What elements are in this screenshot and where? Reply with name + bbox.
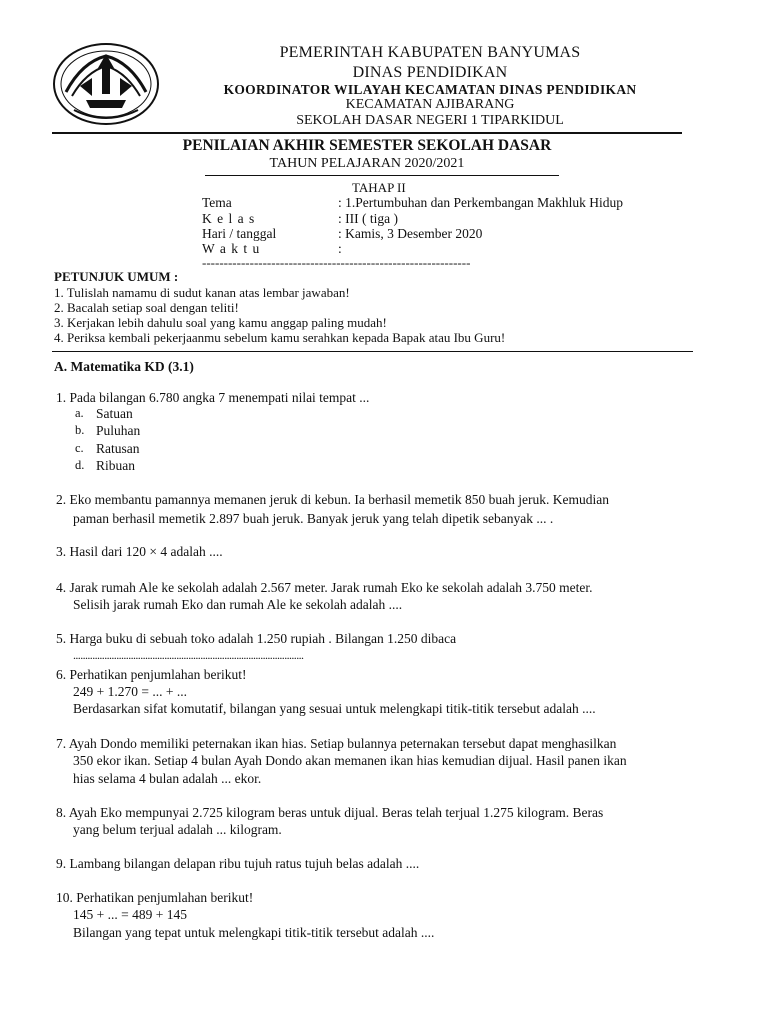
question-6-equation: 249 + 1.270 = ... + ...	[73, 684, 187, 699]
option-text: Satuan	[96, 406, 133, 421]
option-letter: d.	[75, 458, 85, 472]
exam-year: TAHUN PELAJARAN 2020/2021	[269, 156, 465, 171]
option-text: Puluhan	[96, 423, 141, 438]
question-9: 9. Lambang bilangan delapan ribu tujuh ratus tujuh belas adalah ....	[56, 856, 420, 871]
question-3: 3. Hasil dari 120 × 4 adalah ....	[56, 544, 223, 559]
instruction-item: 1. Tulislah namamu di sudut kanan atas lembar jawaban!	[54, 285, 350, 300]
answer-dotted-line: ................................................................................................	[73, 648, 304, 662]
question-6-line: Berdasarkan sifat komutatif, bilangan yang sesuai untuk melengkapi titik-titik tersebut adalah ....	[73, 701, 596, 716]
header-school-line: SEKOLAH DASAR NEGERI 1 TIPARKIDUL	[296, 113, 564, 128]
question-8-line: yang belum terjual adalah ... kilogram.	[73, 822, 282, 837]
info-label-class: K e l a s	[202, 211, 256, 226]
header-coordinator-line: KOORDINATOR WILAYAH KECAMATAN DINAS PENDIDIKAN	[223, 82, 637, 97]
info-label-time: W a k t u	[202, 241, 261, 256]
question-10-line: Bilangan yang tepat untuk melengkapi titik-titik tersebut adalah ....	[73, 925, 435, 940]
info-value-class: : III ( tiga )	[338, 211, 398, 226]
info-value-date: : Kamis, 3 Desember 2020	[338, 226, 483, 241]
exam-stage: TAHAP II	[352, 180, 406, 195]
question-7-line: 7. Ayah Dondo memiliki peternakan ikan hias. Setiap bulannya peternakan tersebut dapat menghasilkan	[56, 736, 617, 751]
question-6-line: 6. Perhatikan penjumlahan berikut!	[56, 667, 247, 682]
exam-title: PENILAIAN AKHIR SEMESTER SEKOLAH DASAR	[182, 137, 552, 154]
question-7-line: hias selama 4 bulan adalah ... ekor.	[73, 771, 262, 786]
info-label-theme: Tema	[202, 195, 232, 210]
question-4-line: Selisih jarak rumah Eko dan rumah Ale ke sekolah adalah ....	[73, 597, 403, 612]
question-2-line: paman berhasil memetik 2.897 buah jeruk. Banyak jeruk yang telah dipetik sebanyak ... .	[73, 511, 554, 526]
info-value-time: :	[338, 241, 342, 256]
option-text: Ribuan	[96, 458, 135, 473]
question-8-line: 8. Ayah Eko mempunyai 2.725 kilogram beras untuk dijual. Beras telah terjual 1.275 kilogram. Beras	[56, 805, 604, 820]
question-10-line: 10. Perhatikan penjumlahan berikut!	[56, 890, 254, 905]
instruction-item: 3. Kerjakan lebih dahulu soal yang kamu anggap paling mudah!	[54, 315, 387, 330]
header-office-line: DINAS PENDIDIKAN	[352, 64, 508, 81]
question-7-line: 350 ekor ikan. Setiap 4 bulan Ayah Dondo akan memanen ikan hias kemudian dijual. Hasil panen ikan	[73, 753, 627, 768]
instruction-item: 2. Bacalah setiap soal dengan teliti!	[54, 300, 239, 315]
question-4-line: 4. Jarak rumah Ale ke sekolah adalah 2.567 meter. Jarak rumah Eko ke sekolah adalah 3.750 meter.	[56, 580, 593, 595]
info-value-theme: : 1.Pertumbuhan dan Perkembangan Makhluk Hidup	[338, 195, 623, 210]
question-1: 1. Pada bilangan 6.780 angka 7 menempati nilai tempat ...	[56, 390, 370, 405]
instructions-title: PETUNJUK UMUM :	[54, 269, 179, 284]
question-10-equation: 145 + ... = 489 + 145	[73, 907, 187, 922]
title-underline	[205, 175, 559, 176]
instruction-item: 4. Periksa kembali pekerjaanmu sebelum kamu serahkan kepada Bapak atau Ibu Guru!	[54, 330, 506, 345]
info-label-date: Hari / tanggal	[202, 226, 277, 241]
info-dashed-line: --------------------------------------------------------------	[202, 255, 471, 270]
option-letter: b.	[75, 423, 85, 437]
regency-emblem-logo	[52, 42, 160, 126]
question-5-line: 5. Harga buku di sebuah toko adalah 1.250 rupiah . Bilangan 1.250 dibaca	[56, 631, 457, 646]
question-2-line: 2. Eko membantu pamannya memanen jeruk di kebun. Ia berhasil memetik 850 buah jeruk. Kemudian	[56, 492, 609, 507]
instructions-divider	[52, 351, 693, 352]
section-title: A. Matematika KD (3.1)	[54, 359, 194, 374]
header-district-line: KECAMATAN AJIBARANG	[345, 97, 515, 112]
header-government-line: PEMERINTAH KABUPATEN BANYUMAS	[279, 44, 581, 61]
option-letter: c.	[75, 441, 84, 455]
header-divider	[52, 132, 682, 134]
option-text: Ratusan	[96, 441, 140, 456]
option-letter: a.	[75, 406, 84, 420]
